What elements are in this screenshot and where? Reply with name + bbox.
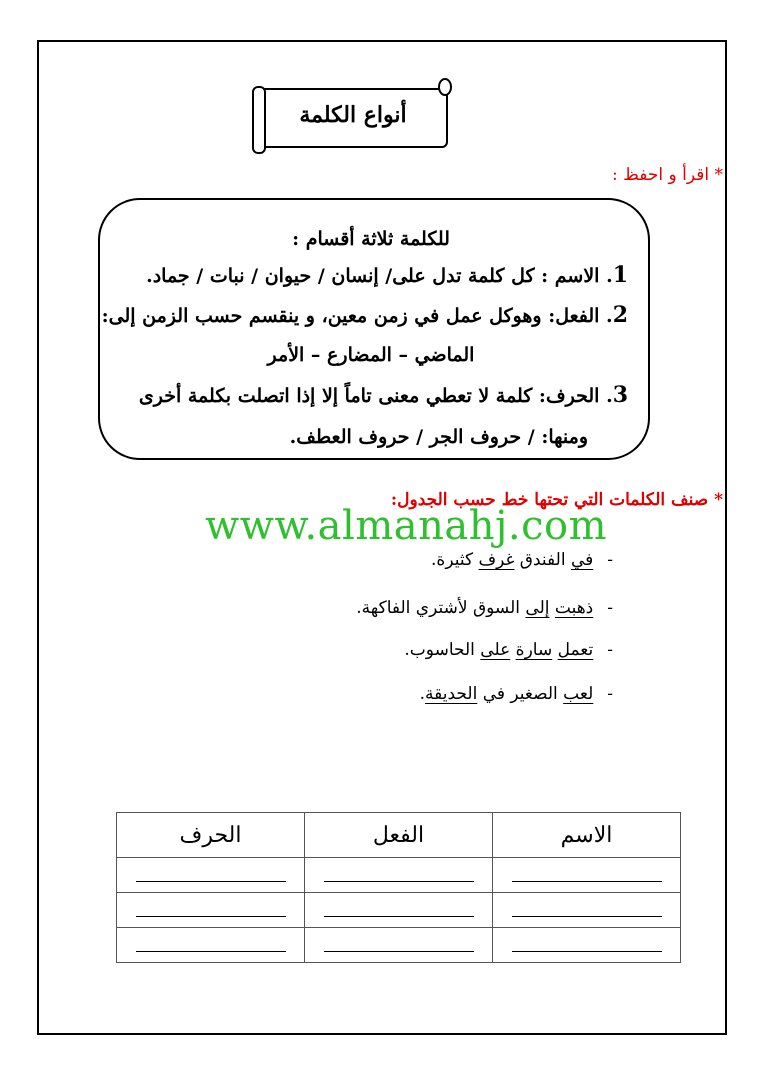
- answer-blank: [512, 933, 662, 952]
- info-item-particle: [114, 382, 628, 408]
- answer-blank: [324, 933, 474, 952]
- answer-blank: [324, 863, 474, 882]
- item-text: . الحرف: كلمة لا تعطي معنى تاماً إلا إذا اتصلت بكلمة أخرى: [138, 385, 613, 407]
- header-verb: الفعل: [305, 813, 493, 858]
- info-particle-examples: ومنها: / حروف الجر / حروف العطف.: [289, 426, 588, 448]
- answer-blank: [136, 933, 286, 952]
- classify-instruction: * صنف الكلمات التي تحتها خط حسب الجدول:: [390, 490, 723, 510]
- watermark: www.almanahj.com: [205, 503, 608, 549]
- info-item-noun: [114, 262, 628, 288]
- answer-cell[interactable]: [305, 858, 493, 893]
- item-text: . الاسم : كل كلمة تدل على/ إنسان / حيوان / نبات / جماد.: [146, 265, 613, 287]
- sentence-2: [356, 598, 613, 618]
- plain-text: كثيرة.: [431, 550, 479, 570]
- page-title: أنواع الكلمة: [299, 102, 407, 128]
- answer-blank: [324, 898, 474, 917]
- answer-cell[interactable]: [305, 893, 493, 928]
- item-number: 1: [612, 262, 628, 288]
- title-scroll-banner: [258, 88, 448, 148]
- info-box: [98, 198, 650, 460]
- item-number: 2: [612, 302, 628, 328]
- list-dash: -: [607, 684, 613, 704]
- plain-text: .: [419, 684, 426, 704]
- table-row: [117, 928, 681, 963]
- item-number: 3: [612, 382, 628, 408]
- header-particle: الحرف: [117, 813, 305, 858]
- answer-cell[interactable]: [117, 893, 305, 928]
- table-row: [117, 858, 681, 893]
- underlined-word: الحديقة: [425, 684, 478, 704]
- answer-cell[interactable]: [117, 858, 305, 893]
- answer-cell[interactable]: [493, 858, 681, 893]
- underlined-word: سارة: [515, 640, 553, 660]
- plain-text: الحاسوب.: [404, 640, 481, 660]
- header-noun: الاسم: [493, 813, 681, 858]
- table-row: [117, 893, 681, 928]
- plain-text: الصغير في: [477, 684, 564, 704]
- answer-cell[interactable]: [493, 928, 681, 963]
- underlined-word: إلى: [525, 598, 550, 618]
- underlined-word: في: [570, 550, 594, 570]
- info-item-verb: [101, 302, 628, 328]
- underlined-word: لعب: [563, 684, 594, 704]
- list-dash: -: [607, 598, 613, 618]
- answer-blank: [136, 898, 286, 917]
- info-verb-tenses: الماضي – المضارع – الأمر: [267, 344, 475, 366]
- underlined-word: على: [480, 640, 511, 660]
- sentence-3: [404, 640, 613, 660]
- underlined-word: غرف: [478, 550, 515, 570]
- sentence-4: [420, 684, 613, 704]
- answer-cell[interactable]: [117, 928, 305, 963]
- scroll-roll-right: [438, 78, 452, 96]
- classification-table: [116, 812, 681, 963]
- plain-text: السوق لأشتري الفاكهة.: [356, 598, 526, 618]
- underlined-word: تعمل: [557, 640, 594, 660]
- answer-blank: [512, 898, 662, 917]
- list-dash: -: [607, 640, 613, 660]
- read-memorize-instruction: * اقرأ و احفظ :: [612, 165, 723, 185]
- list-dash: -: [607, 550, 613, 570]
- answer-cell[interactable]: [305, 928, 493, 963]
- sentence-1: [431, 550, 613, 570]
- info-intro: للكلمة ثلاثة أقسام :: [292, 228, 450, 250]
- answer-blank: [512, 863, 662, 882]
- underlined-word: ذهبت: [554, 598, 594, 618]
- plain-text: الفندق: [514, 550, 571, 570]
- answer-blank: [136, 863, 286, 882]
- item-text: . الفعل: وهوكل عمل في زمن معين، و ينقسم حسب الزمن إلى:: [101, 305, 613, 327]
- table-header-row: [117, 813, 681, 858]
- answer-cell[interactable]: [493, 893, 681, 928]
